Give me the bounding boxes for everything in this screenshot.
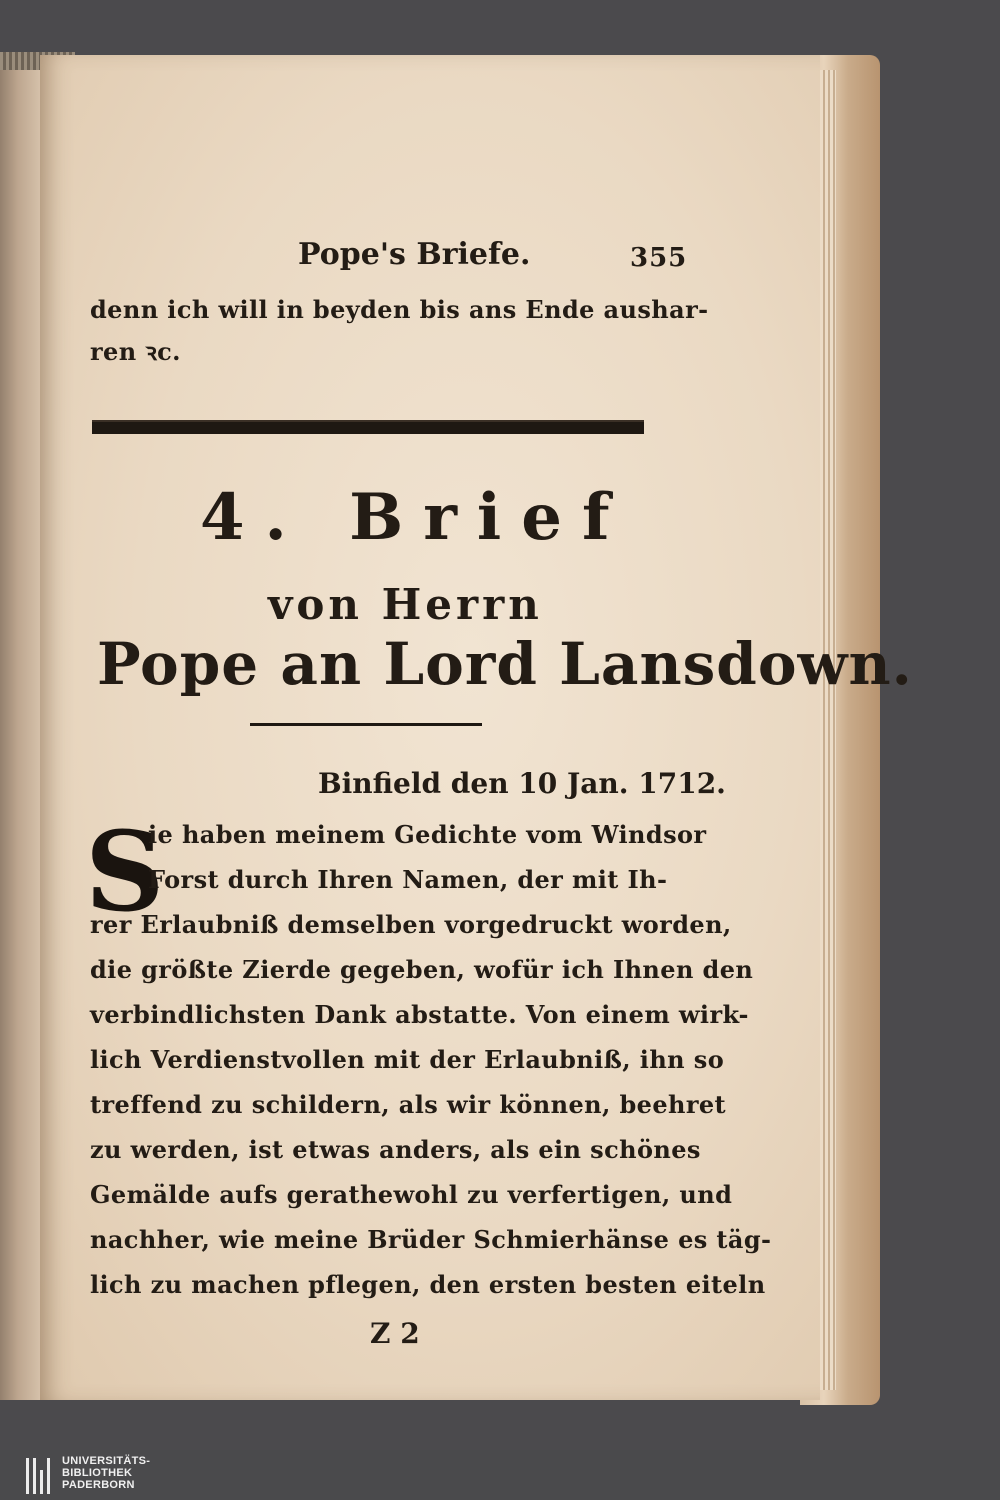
heading-rule [250,723,482,726]
body-line: Gemälde aufs gerathewohl zu verfertigen, und [90,1180,733,1209]
footer-bar [0,1450,1000,1500]
section-divider [92,420,644,434]
carryover-line: denn ich will in beyden bis ans Ende aushar- [90,295,709,324]
body-line: Forst durch Ihren Namen, der mit Ih- [148,865,668,894]
body-line: lich Verdienstvollen mit der Erlaubniß, ihn so [90,1045,725,1074]
body-line: lich zu machen pflegen, den ersten besten eiteln [90,1270,766,1299]
book-page [40,55,913,1400]
library-name-line: BIBLIOTHEK [62,1467,133,1479]
page-number: 355 [630,243,688,273]
body-line: verbindlichsten Dank abstatte. Von einem wirk- [90,1000,749,1029]
letter-recipient: Pope an Lord Lansdown. [97,630,913,698]
library-name [62,1455,150,1491]
body-line: nachher, wie meine Brüder Schmierhänse es täg- [90,1225,772,1254]
library-logo-icon [26,1458,56,1494]
library-name-line: UNIVERSITÄTS- [62,1455,151,1467]
running-title: Pope's Briefe. [298,237,531,272]
body-line: rer Erlaubniß demselben vorgedruckt worden, [90,910,732,939]
library-name-line: PADERBORN [62,1479,135,1491]
letter-from-line: von Herrn [268,580,543,629]
body-line: zu werden, ist etwas anders, als ein schönes [90,1135,701,1164]
body-line: ie haben meinem Gedichte vom Windsor [148,820,707,849]
body-line: treffend zu schildern, als wir können, beehret [90,1090,727,1119]
drop-cap: S [85,807,165,936]
letter-title: 4. Brief [200,480,630,555]
body-line: die größte Zierde gegeben, wofür ich Ihnen den [90,955,754,984]
letter-dateline: Binfield den 10 Jan. 1712. [318,767,726,800]
carryover-line: ren ꝛc. [90,337,181,366]
signature-mark: Z 2 [370,1317,420,1350]
